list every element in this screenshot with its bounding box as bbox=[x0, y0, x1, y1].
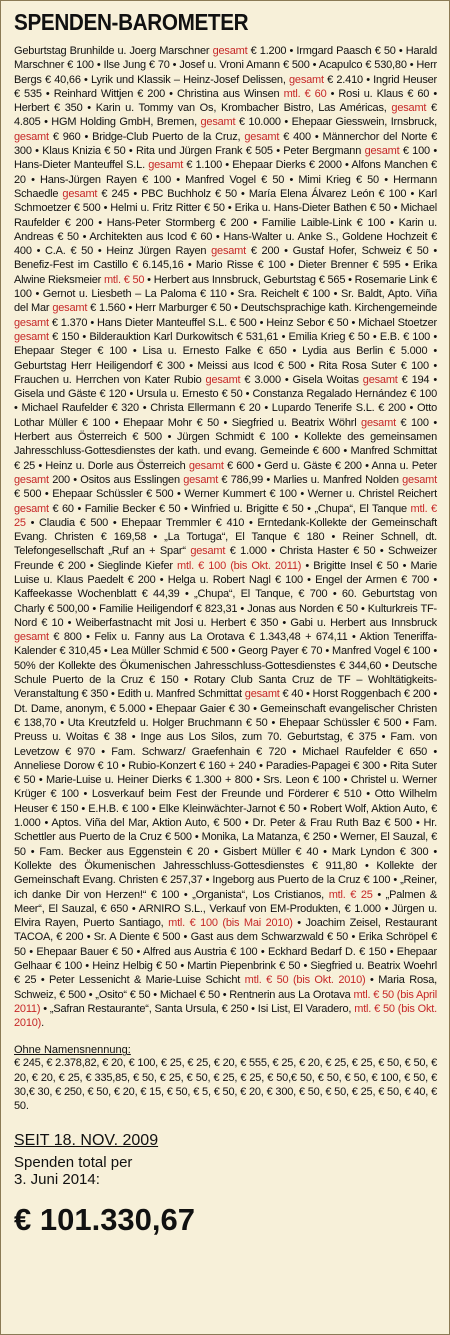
total-label: Spenden total per 3. Juni 2014: bbox=[14, 1153, 133, 1188]
donation-note-red: gesamt bbox=[14, 631, 49, 644]
anonymous-donations: € 245, € 2.378,82, € 20, € 100, € 25, € 25, € 20, € 555, € 25, € 20, € 25, € 25, € 50, € 50, € 20, € 20, € 25, € 335,85, € 50, € 25, € 50, € 25, € 25, € 50,€ 50, € 50, € 50, € 100, € 50, € 30,€ 30, € 250, € 50, € 20, € 15, € 50, € 5, € 50, € 20, € 300, € 50, € 50, € 25, € 50, € 40, € 50. bbox=[14, 1057, 437, 1113]
donation-text: • Maria Rosa, Schweiz, € 500 • „Osito“ € 50 • Michael € 50 • Rentnerin aus La Orotava bbox=[14, 974, 437, 1001]
donation-text: . bbox=[41, 1017, 44, 1030]
donation-text: € 1.200 • Irmgard Paasch € 50 • Harald Marschner € 100 • Ilse Jung € 70 • Josef u. Vroni Amann € 500 • Acapulco € 530,80 • Herr Bergs € 40,66 • Lyrik und Klassik – Heinz-Josef Delissen, bbox=[14, 45, 437, 86]
donation-note-red: gesamt bbox=[188, 459, 224, 472]
donation-note-red: gesamt bbox=[62, 187, 98, 200]
donation-note-red: gesamt bbox=[14, 316, 49, 329]
page-title: SPENDEN-BAROMETER bbox=[14, 9, 249, 35]
total-amount: € 101.330,67 bbox=[14, 1201, 196, 1237]
donation-note-red: mtl. € 25 bbox=[328, 888, 373, 901]
donation-note-red: mtl. € 50 (bis April 2011) bbox=[14, 988, 437, 1015]
donation-text: € 2.410 • Ingrid Heuser € 535 • Reinhard Wittjen € 200 • Christina aus Winsen bbox=[14, 73, 438, 100]
donation-note-red: gesamt bbox=[212, 45, 248, 57]
donation-text: € 100 • Herbert aus Österreich € 500 • Jürgen Schmidt € 100 • Kollekte des gemeinsamen Jahresschluss-Gottesdienstes der kath. und evang. Gemeinde € 600 • Manfred Schmittat € 25 • Heinz u. Dorle aus Österreich bbox=[14, 416, 437, 472]
donation-text: € 1.000 • Christa Haster € 50 • Schweizer Freunde € 200 • Sieglinde Kiefer bbox=[14, 545, 437, 572]
donation-note-red: gesamt bbox=[361, 416, 396, 429]
donation-text: € 500 • Ehepaar Schüssler € 500 • Werner Kummert € 100 • Werner u. Christel Reichert bbox=[14, 488, 437, 501]
donation-text: € 786,99 • Marlies u. Manfred Nolden bbox=[218, 473, 403, 486]
donation-text: € 1.560 • Herr Marburger € 50 • Deutschsprachige kath. Kirchengemeinde bbox=[87, 302, 437, 315]
donation-text: € 100 • Hans-Dieter Manteuffel S.L. bbox=[14, 145, 438, 172]
anonymous-heading: Ohne Namensnennung: bbox=[14, 1044, 131, 1057]
since-date-label: SEIT 18. NOV. 2009 bbox=[14, 1131, 159, 1149]
donation-text: € 150 • Bilderauktion Karl Durkowitsch € 531,61 • Emilia Krieg € 50 • E.B. € 100 • Ehepaar Steger € 100 • Lisa u. Ernesto Falke € 650 • Lydia aus Berlin € 5.000 • Geburtstag Herr Heiligendorf € 300 • Meissi aus Icod € 500 • Rita Rosa Suter € 100 • Frauchen u. Herrchen von Kater Rubio bbox=[14, 330, 437, 386]
donation-text: € 10.000 • Ehepaar Giesswein, Irnsbruck, bbox=[235, 116, 437, 129]
donation-text: • Rosi u. Klaus € 60 • Herbert € 350 • Karin u. Tommy van Os, Krombacher Bistro, Las Américas, bbox=[14, 87, 437, 115]
donation-note-red: gesamt bbox=[148, 159, 184, 172]
donation-text: € 245 • PBC Buchholz € 50 • María Elena Álvarez León € 100 • Karl Schmoetzer € 500 • Helmi u. Fritz Ritter € 50 • Erika u. Hans-Dieter Bathen € 50 • Michael Raufelder € 200 • Hans-Peter Stormberg € 200 • Familie Laible-Link € 100 • Karin u. Andreas € 50 • Architekten aus Icod € 60 • Hans-Walter u. Anke S., Goldene Hochzeit € 400 • C.A. € 50 • Heinz Jürgen Rayen bbox=[14, 187, 437, 258]
donation-text: € 3.000 • Gisela Woitas bbox=[240, 373, 363, 386]
donation-note-red: gesamt bbox=[244, 688, 280, 701]
donation-text: € 1.370 • Hans Dieter Manteuffel S.L. € 500 • Heinz Sebor € 50 • Michael Stoetzer bbox=[48, 316, 437, 329]
donation-text: € 960 • Bridge-Club Puerto de la Cruz, bbox=[48, 130, 245, 143]
donation-note-red: gesamt bbox=[52, 302, 88, 315]
donation-text: € 194 • Gisela und Gäste € 120 • Ursula u. Ernesto € 50 • Constanza Regalado Hernández € 100 • Michael Raufelder € 320 • Christa Ellermann € 20 • Lupardo Tenerife S.L. € 200 • Otto Lothar Müller € 100 • Ehepaar Mohr € 50 • Siegfried u. Beatrix Wöhrl bbox=[14, 373, 438, 429]
donation-note-red: gesamt bbox=[14, 502, 49, 515]
donation-note-red: mtl. € 50 (bis Okt. 2010) bbox=[14, 1002, 438, 1030]
donation-note-red: mtl. € 100 (bis Okt. 2011) bbox=[177, 559, 302, 572]
donation-note-red: mtl. € 50 bbox=[103, 273, 145, 286]
donation-note-red: mtl. € 25 bbox=[14, 502, 437, 529]
donation-text: € 1.100 • Ehepaar Dierks € 2000 • Alfons Manchen € 20 • Hans-Jürgen Rayen € 100 • Manfred Vogel € 50 • Mimi Krieg € 50 • Hermann Schaedle bbox=[14, 159, 437, 200]
donation-text: • „Palmen & Meer“, El Sauzal, € 650 • ARNIRO S.L., Verkauf von EM-Produkten, € 1.000 • Jürgen u. Elvira Rayen, Puerto Santiago, bbox=[14, 888, 438, 930]
donation-text: € 40 • Horst Roggenbach € 200 • Dt. Dame, anonym, € 5.000 • Ehepaar Gaier € 30 • Gemeinschaft evangelischer Christen € 138,70 • Uta Kreutzfeld u. Holger Bruchmann € 50 • Ehepaar Schüssler € 500 • Fam. Preuss u. Woitas € 38 • Inge aus Los Silos, zum 70. Geburtstag, € 375 • Fam. von Levetzow € 970 • Fam. Schwarz/ Graefenhain € 720 • Michael Raufelder € 650 • Anneliese Dorow € 10 • Rubio-Konzert € 160 + 240 • Paradies-Papagei € 300 • Rita Suter € 50 • Marie-Luise u. Heiner Dierks € 1.300 + 800 • Srs. Leon € 100 • Christel u. Werner Krüger € 100 • Losverkauf beim Fest der Freunde und Förderer € 510 • Otto Wilhelm Heuser € 150 • E.H.B. € 100 • Elke Kleinwächter-Jarnot € 50 • Robert Wolf, Aktion Auto, € 1.000 • Aptos. Viña del Mar, Aktion Auto, € 500 • Dr. Peter & Frau Ruth Baz € 500 • Hr. Schettler aus Puerto de la Cruz € 500 • Monika, La Matanza, € 250 • Werner, El Sauzal, € 50 • Fam. Becker aus Eggenstein € 20 • Gisbert Müller € 40 • Mark Lyndon € 300 • Kollekte des Ökumenischen Jahresschluss-Gottesdienstes € 911,80 • Kollekte der Gemeinschaft Evang. Christen € 257,37 • Ingeborg aus Puerto de la Cruz € 100 • „Reiner, ich danke Dir von Herzen!“ € 100 • „Organista“, Los Cristianos, bbox=[14, 688, 437, 901]
donation-note-red: gesamt bbox=[364, 145, 400, 158]
donation-text: € 4.805 • HGM Holding GmbH, Bremen, bbox=[14, 102, 437, 129]
donations-paragraph bbox=[14, 44, 437, 1030]
donation-text: • Herbert aus Innsbruck, Geburtstag € 565 • Rosemarie Link € 100 • Gernot u. Liesbeth – La Paloma € 110 • Sra. Reichelt € 100 • Sr. Baldt, Apto. Viña del Mar bbox=[14, 273, 437, 315]
donation-text: € 60 • Familie Becker € 50 • Winfried u. Brigitte € 50 • „Chupa“, El Tanque bbox=[48, 502, 411, 515]
donation-text: • Brigitte Insel € 50 • Marie Luise u. Klaus Paedelt € 200 • Helga u. Robert Nagl € 100 • Engel der Armen € 700 • Kaffeekasse Wochenblatt € 44,39 • „Chupa“, El Tanque, € 700 • 60. Geburtstag von Charly € 500,00 • Familie Heiligendorf € 823,31 • Jonas aus Norden € 50 • Kulturkreis TF-Nord € 10 • Weiberfastnacht mit Josi u. Herbert € 350 • Gabi u. Herbert aus Innsbruck bbox=[14, 559, 437, 629]
donation-note-red: gesamt bbox=[402, 473, 437, 486]
donation-text: • „Safran Restaurante“, Santa Ursula, € 250 • Isi List, El Varadero, bbox=[40, 1002, 355, 1015]
donation-text: • Joachim Zeisel, Restaurant TACOA, € 200 • Sr. A Diente € 500 • Gast aus dem Schwarzwald € 50 • Erika Schröpel € 50 • Ehepaar Bauer € 50 • Alfred aus Austria € 100 • Eckhard Bedarf D. € 150 • Ehepaar Gelhaar € 100 • Heinz Helbig € 50 • Martin Piepenbrink € 50 • Siegfried u. Beatrix Woehrl € 25 • Peter Lessenicht & Marie-Luise Schicht bbox=[14, 917, 437, 987]
donation-note-red: gesamt bbox=[211, 245, 246, 258]
donation-note-red: gesamt bbox=[14, 473, 49, 486]
donation-text: Geburtstag Brunhilde u. Joerg Marschner bbox=[14, 45, 213, 57]
donation-note-red: gesamt bbox=[244, 130, 280, 143]
donation-note-red: mtl. € 50 (bis Okt. 2010) bbox=[244, 974, 366, 987]
donation-text: € 200 • Gustaf Hofer, Schweiz € 50 • Benefiz-Fest im Castillo € 6.145,16 • Mario Risse € 100 • Dieter Brenner € 595 • Erika Alwine Rieksmeier bbox=[14, 245, 437, 286]
donation-note-red: mtl. € 60 bbox=[283, 87, 327, 100]
donation-note-red: gesamt bbox=[391, 102, 427, 115]
donation-note-red: gesamt bbox=[14, 130, 49, 143]
donation-text: € 800 • Felix u. Fanny aus La Orotava € 1.343,48 + 674,11 • Aktion Teneriffa-Kalender € 310,45 • Lea Müller Schmid € 500 • Georg Payer € 70 • Manfred Vogel € 100 • 50% der Kollekte des Ökumenischen Jahresschluss-Gottesdienstes € 344,60 • Deutsche Schule Puerto de la Cruz € 150 • Rotary Club Santa Cruz de TF – Wohltätigkeits-Veranstaltung € 350 • Edith u. Manfred Schmittat bbox=[14, 631, 437, 701]
donation-note-red: gesamt bbox=[190, 545, 226, 558]
donation-note-red: gesamt bbox=[200, 116, 236, 129]
donation-note-red: mtl. € 100 (bis Mai 2010) bbox=[168, 917, 293, 930]
donation-text: € 400 • Männerchor del Norte € 300 • Klaus Knizia € 50 • Rita und Jürgen Frank € 505 • Peter Bergmann bbox=[14, 130, 438, 158]
donation-note-red: gesamt bbox=[362, 373, 398, 386]
donation-note-red: gesamt bbox=[205, 373, 241, 386]
donation-note-red: gesamt bbox=[183, 473, 219, 486]
donation-note-red: gesamt bbox=[289, 73, 324, 86]
donation-note-red: gesamt bbox=[14, 330, 49, 343]
donation-text: € 600 • Gerd u. Gäste € 200 • Anna u. Peter bbox=[223, 459, 438, 472]
donation-text: • Claudia € 500 • Ehepaar Tremmler € 410 • Erntedank-Kollekte der Gemeinschaft Evang. Christen € 169,58 • „La Tortuga“, El Tanque € 180 • Reiner Schnell, dt. Telefongesellschaft „Ruf an + Spar“ bbox=[14, 516, 437, 558]
donation-text: 200 • Ositos aus Esslingen bbox=[48, 473, 184, 486]
